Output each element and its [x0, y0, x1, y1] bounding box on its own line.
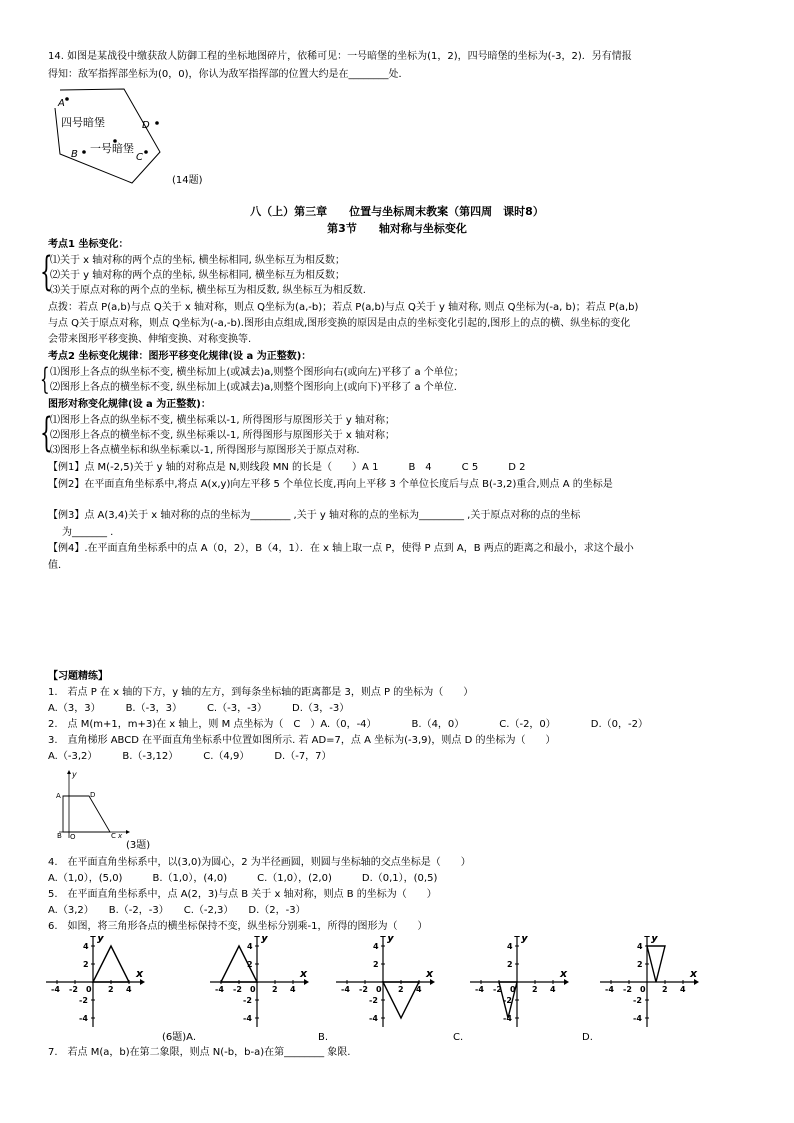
svg-text:-4: -4: [503, 1014, 512, 1023]
svg-text:-4: -4: [51, 985, 60, 994]
q6-figure: [46, 936, 154, 1028]
svg-text:4: 4: [290, 985, 296, 994]
svg-text:4: 4: [416, 985, 422, 994]
q3-trapezoid: [63, 796, 110, 832]
q14-label-a: A: [58, 98, 65, 109]
svg-text:2: 2: [662, 985, 668, 994]
practice-q7: 7. 若点 M(a，b)在第二象限，则点 N(-b，b-a)在第________ 象限.: [48, 1047, 351, 1058]
practice-q1-options: A.（3，3） B.（-3，3） C.（-3，-3） D.（3，-3）: [48, 703, 350, 714]
svg-text:-4: -4: [341, 985, 350, 994]
svg-text:-4: -4: [215, 985, 224, 994]
svg-text:-2: -2: [623, 985, 632, 994]
point2-item: ⑵图形上各点的横坐标不变, 纵坐标加上(或减去)a,则整个图形向上(或向下)平移了 a 个单位.: [50, 382, 457, 393]
q14-map-figure: [52, 86, 177, 186]
svg-text:4: 4: [550, 985, 556, 994]
svg-text:-4: -4: [243, 1014, 252, 1023]
q6-label-c: C.: [453, 1032, 464, 1043]
point1-item: ⑵关于 y 轴对称的两个点的坐标, 纵坐标相同, 横坐标互为相反数；: [50, 270, 345, 281]
svg-text:4: 4: [126, 985, 132, 994]
q14-label-bunker4: 四号暗堡: [61, 116, 105, 129]
svg-text:-2: -2: [633, 996, 642, 1005]
svg-text:y: y: [521, 936, 529, 944]
svg-text:-2: -2: [79, 996, 88, 1005]
svg-text:4: 4: [83, 942, 89, 951]
example-4: 【例4】.在平面直角坐标系中的点 A（0，2），B（4，1）．在 x 轴上取一点 P，使得 P 点到 A，B 两点的距离之和最小，求这个最小: [48, 543, 634, 554]
svg-text:y: y: [97, 936, 105, 944]
practice-q4-options: A.（1,0），(5,0) B.（1,0），(4,0) C.（1,0），(2,0) D.（0,1），(0,5): [48, 873, 438, 884]
q6-figure: [600, 936, 708, 1028]
svg-text:-2: -2: [493, 985, 502, 994]
svg-text:-4: -4: [369, 1014, 378, 1023]
q6-label-b: B.: [318, 1032, 329, 1043]
svg-text:-2: -2: [359, 985, 368, 994]
svg-text:-4: -4: [605, 985, 614, 994]
svg-text:-2: -2: [243, 996, 252, 1005]
svg-text:4: 4: [247, 942, 253, 951]
svg-text:0: 0: [510, 985, 516, 994]
svg-text:-4: -4: [79, 1014, 88, 1023]
svg-text:x: x: [300, 967, 308, 980]
brace-point1: {: [40, 249, 53, 295]
svg-text:x: x: [560, 967, 568, 980]
svg-text:2: 2: [507, 960, 513, 969]
svg-text:y: y: [651, 936, 659, 944]
q6-label-d: D.: [582, 1032, 593, 1043]
svg-text:-2: -2: [69, 985, 78, 994]
svg-text:x: x: [426, 967, 434, 980]
brace-point2: {: [40, 362, 50, 397]
svg-text:0: 0: [640, 985, 646, 994]
svg-text:4: 4: [373, 942, 379, 951]
q14-point-d: [155, 121, 159, 125]
sym-item: ⑶图形上各点横坐标和纵坐标乘以-1, 所得图形与原图形关于原点对称.: [50, 445, 360, 456]
q14-map-outline: [55, 89, 160, 183]
svg-text:D: D: [90, 791, 96, 799]
example-1: 【例1】点 M(-2,5)关于 y 轴的对称点是 N,则线段 MN 的长是（ ）A 1 B 4 C 5 D 2: [48, 462, 526, 473]
svg-text:2: 2: [398, 985, 404, 994]
practice-title: 【习题精练】: [48, 671, 108, 682]
svg-text:2: 2: [83, 960, 89, 969]
q6-figure: [336, 936, 444, 1028]
example-3: 【例3】点 A(3,4)关于 x 轴对称的点的坐标为________ ,关于 y 轴对称的点的坐标为_________ ,关于原点对称的点的坐标: [48, 510, 581, 521]
example-3-cont: 为_______ .: [62, 527, 114, 538]
svg-text:4: 4: [680, 985, 686, 994]
practice-q1: 1. 若点 P 在 x 轴的下方，y 轴的左方，到每条坐标轴的距离都是 3，则点 P 的坐标为（ ）: [48, 687, 474, 698]
svg-text:4: 4: [637, 942, 643, 951]
svg-text:x: x: [136, 967, 144, 980]
q14-label-d: D: [142, 120, 150, 131]
q14-label-b: B: [71, 149, 78, 160]
practice-q5-options: A.（3,2） B.（-2，-3） C.（-2,3） D.（2，-3）: [48, 905, 306, 916]
svg-text:0: 0: [376, 985, 382, 994]
sym-title: 图形对称变化规律(设 a 为正整数)：: [48, 399, 211, 410]
svg-text:2: 2: [532, 985, 538, 994]
svg-text:O: O: [70, 833, 76, 840]
example-4-cont: 值．: [48, 560, 68, 571]
q6-triangle: [93, 946, 129, 982]
q3-caption: (3题): [126, 840, 151, 851]
q3-figure: [46, 768, 136, 840]
tip-line: 与点 Q关于原点对称，则点 Q坐标为(-a,-b).图形由点组成,图形变换的原因是由点的坐标变化引起的,图形上的点的横、纵坐标的变化: [48, 318, 631, 329]
sym-item: ⑴图形上各点的纵坐标不变, 横坐标乘以-1, 所得图形与原图形关于 y 轴对称；: [50, 415, 395, 426]
q6-figure: [470, 936, 578, 1028]
svg-text:2: 2: [247, 960, 253, 969]
tip-line: 会带来图形平移变换、伸缩变换、对称变换等.: [48, 334, 252, 345]
point2-item: ⑴图形上各点的纵坐标不变, 横坐标加上(或减去)a,则整个图形向右(或向左)平移了 a 个单位；: [50, 367, 464, 378]
q14-caption: (14题): [172, 175, 203, 186]
practice-q2: 2. 点 M(m+1，m+3)在 x 轴上，则 M 点坐标为（ C ）A.（0，-4） B.（4，0） C.（-2，0） D.（0，-2）: [48, 719, 649, 730]
svg-text:x: x: [690, 967, 698, 980]
q14-label-bunker1: 一号暗堡: [90, 142, 134, 155]
q14-point-b: [82, 150, 86, 154]
practice-q5: 5. 在平面直角坐标系中，点 A(2，3)与点 B 关于 x 轴对称，则点 B 的坐标为（ ）: [48, 889, 437, 900]
practice-q4: 4. 在平面直角坐标系中，以(3,0)为圆心，2 为半径画圆，则圆与坐标轴的交点坐标是（ ）: [48, 857, 471, 868]
svg-text:A: A: [56, 792, 61, 800]
svg-text:0: 0: [86, 985, 92, 994]
sym-item: ⑵图形上各点的横坐标不变, 纵坐标乘以-1, 所得图形与原图形关于 x 轴对称；: [50, 430, 395, 441]
page-subtitle: 第3节 轴对称与坐标变化: [327, 222, 467, 235]
svg-text:2: 2: [637, 960, 643, 969]
q14-point-c: [144, 150, 148, 154]
point2-title: 考点2 坐标变化规律：图形平移变化规律(设 a 为正整数)：: [48, 351, 312, 362]
svg-text:y: y: [261, 936, 269, 944]
brace-sym: {: [40, 410, 53, 456]
q14-label-c: C: [136, 152, 143, 163]
page-title: 八（上）第三章 位置与坐标周末教案（第四周 课时8）: [250, 205, 544, 218]
tip-line: 点拨：若点 P(a,b)与点 Q关于 x 轴对称，则点 Q坐标为(a,-b)；若点 P(a,b)与点 Q关于 y 轴对称, 则点 Q坐标为(-a, b)；若点 P(a,b): [48, 302, 639, 313]
q14-point-a: [65, 97, 69, 101]
practice-q6: 6. 如图，将三角形各点的横坐标保持不变，纵坐标分别乘-1，所得的图形为（ ）: [48, 921, 428, 932]
svg-text:-2: -2: [369, 996, 378, 1005]
practice-q3: 3. 直角梯形 ABCD 在平面直角坐标系中位置如图所示. 若 AD=7，点 A 坐标为(-3,9)，则点 D 的坐标为（ ）: [48, 735, 556, 746]
q6-figure: [210, 936, 318, 1028]
svg-text:-4: -4: [475, 985, 484, 994]
svg-text:-4: -4: [633, 1014, 642, 1023]
svg-text:C: C: [111, 832, 116, 840]
svg-text:x: x: [118, 832, 123, 840]
q6-caption: (6题)A.: [162, 1032, 197, 1043]
q14-line1: 14. 如图是某战役中缴获敌人防御工程的坐标地图碎片，依稀可见：一号暗堡的坐标为(1，2)，四号暗堡的坐标为(-3，2)．另有情报: [48, 51, 632, 62]
point1-title: 考点1 坐标变化：: [48, 239, 129, 250]
example-2: 【例2】在平面直角坐标系中,将点 A(x,y)向左平移 5 个单位长度,再向上平移 3 个单位长度后与点 B(-3,2)重合,则点 A 的坐标是: [48, 479, 613, 490]
svg-text:-2: -2: [233, 985, 242, 994]
point1-item: ⑶关于原点对称的两个点的坐标, 横坐标互为相反数, 纵坐标互为相反数.: [50, 285, 366, 296]
svg-text:y: y: [387, 936, 395, 944]
svg-text:y: y: [72, 770, 77, 779]
q14-line2: 得知：敌军指挥部坐标为(0，0)，你认为敌军指挥部的位置大约是在________处．: [48, 69, 409, 80]
svg-text:0: 0: [250, 985, 256, 994]
svg-text:2: 2: [108, 985, 114, 994]
point1-item: ⑴关于 x 轴对称的两个点的坐标, 横坐标相同, 纵坐标互为相反数；: [50, 255, 345, 266]
practice-q3-options: A.（-3,2） B.（-3,12） C.（4,9） D.（-7，7）: [48, 751, 332, 762]
svg-text:4: 4: [507, 942, 513, 951]
q6-triangle: [647, 946, 665, 982]
svg-text:B: B: [57, 832, 62, 840]
svg-text:2: 2: [373, 960, 379, 969]
svg-text:2: 2: [272, 985, 278, 994]
svg-text:-2: -2: [503, 996, 512, 1005]
